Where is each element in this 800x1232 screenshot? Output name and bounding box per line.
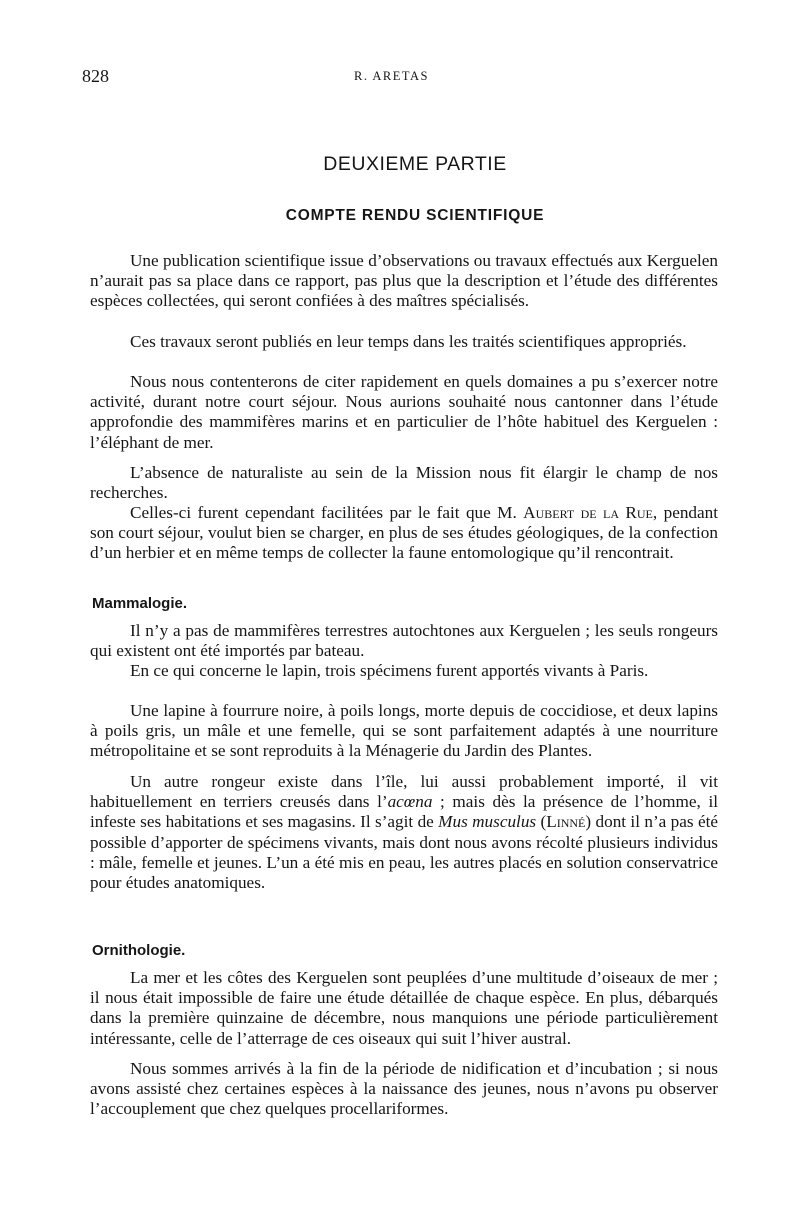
page-number: 828 xyxy=(82,66,109,86)
intro-paragraph-5-end: , pendant son court séjour, voulut bien se charger, en plus de ses études géologiques, de la confection d’un herbier et en même temps de collecter la faune entomologique qu’il rencontrait. xyxy=(90,503,719,563)
intro-paragraph-5 xyxy=(90,503,718,564)
section-title: COMPTE RENDU SCIENTIFIQUE xyxy=(285,207,545,224)
running-header xyxy=(82,66,712,88)
person-name: Aubert de la Rue xyxy=(523,503,653,522)
mammalogie-paragraph-3: Une lapine à fourrure noire, à poils longs, morte depuis de coccidiose, et deux lapins à poils gris, un mâle et une femelle, qui se sont parfaitement adaptés à une nourriture métropolitaine et se sont reproduits à la Ménagerie du Jardin des Plantes. xyxy=(90,701,718,761)
intro-paragraph-5-start: Celles-ci furent cependant facilitées par le fait que M. xyxy=(130,503,517,522)
mammalogie-paragraph-4-part-b: ; mais dès la présence de l’homme, il infeste ses habitations et ses magasins. Il s’agit de xyxy=(90,792,718,832)
mammalogie-paragraph-4-part-d: ) dont il n’a pas été possible d’apporter de spécimens vivants, mais dont nous avons récolté plusieurs individus : mâle, femelle et jeunes. L’un a été mis en peau, les autres placés en solution conservatrice pour études anatomiques. xyxy=(90,812,718,893)
ornithologie-heading: Ornithologie. xyxy=(92,942,186,959)
intro-paragraph-3: Nous nous contenterons de citer rapidement en quels domaines a pu s’exercer notre activité, durant notre court séjour. Nous aurions souhaité nous cantonner dans l’étude approfondie des mammifères marins et en particulier de l’hôte habituel des Kerguelen : l’éléphant de mer. xyxy=(90,372,718,452)
mammalogie-heading: Mammalogie. xyxy=(92,595,188,612)
species-name: Mus musculus xyxy=(438,812,537,832)
ornithologie-paragraph-2: Nous sommes arrivés à la fin de la période de nidification et d’incubation ; si nous avons assisté chez certaines espèces à la naissance des jeunes, nous n’avons pu observer l’accouplement que chez quelques procellariformes. xyxy=(90,1059,718,1119)
running-title: R. ARETAS xyxy=(354,69,430,83)
intro-paragraph-1: Une publication scientifique issue d’observations ou travaux effectués aux Kerguelen n’aurait pas sa place dans ce rapport, pas plus que la description et l’étude des différentes espèces collectées, qui seront confiées à des maîtres spécialisés. xyxy=(90,251,718,311)
part-title: DEUXIEME PARTIE xyxy=(323,153,507,175)
mammalogie-paragraph-4-part-c: ( xyxy=(536,812,547,832)
species-author: Linné xyxy=(546,812,586,832)
ornithologie-paragraph-1: La mer et les côtes des Kerguelen sont peuplées d’une multitude d’oiseaux de mer ; il nous était impossible de faire une étude détaillée de chaque espèce. En plus, débarqués dans la première quinzaine de décembre, nous manquions une période particulièrement intéressante, celle de l’atterrage de ces oiseaux qui suit l’hiver austral. xyxy=(90,968,718,1048)
intro-paragraph-2: Ces travaux seront publiés en leur temps dans les traités scientifiques appropriés. xyxy=(130,332,687,351)
mammalogie-paragraph-4-part-a: Un autre rongeur existe dans l’île, lui aussi probablement importé, il vit habituellement en terriers creusés dans l’ xyxy=(90,772,718,812)
intro-paragraph-4: L’absence de naturaliste au sein de la Mission nous fit élargir le champ de nos recherches. xyxy=(90,463,718,503)
mammalogie-paragraph-4 xyxy=(90,772,718,893)
plant-name: acœna xyxy=(387,792,433,812)
mammalogie-paragraph-1: Il n’y a pas de mammifères terrestres autochtones aux Kerguelen ; les seuls rongeurs qui existent ont été importés par bateau. xyxy=(90,621,718,661)
mammalogie-paragraph-2: En ce qui concerne le lapin, trois spécimens furent apportés vivants à Paris. xyxy=(130,661,649,680)
